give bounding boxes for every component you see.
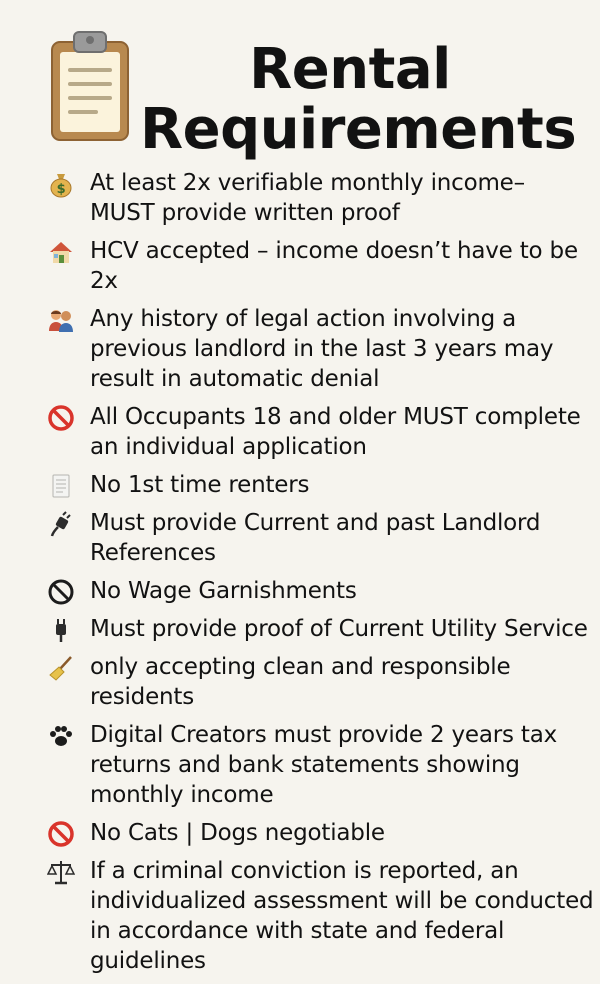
list-item xyxy=(44,304,596,394)
list-item-text: HCV accepted – income doesn’t have to be 2x xyxy=(90,238,578,294)
list-item xyxy=(44,856,596,976)
money-bag-icon xyxy=(44,170,78,198)
list-item-text: Must provide Current and past Landlord References xyxy=(90,510,541,566)
list-item-text: Digital Creators must provide 2 years tax returns and bank statements showing monthly income xyxy=(90,722,558,808)
list-item xyxy=(44,236,596,296)
list-item-text: Must provide proof of Current Utility Service xyxy=(90,616,588,642)
people-icon xyxy=(44,306,78,334)
list-item-text: only accepting clean and responsible residents xyxy=(90,654,511,710)
list-item-text: Any history of legal action involving a previous landlord in the last 3 years may result in automatic denial xyxy=(90,306,554,392)
header xyxy=(0,0,600,165)
list-item xyxy=(44,508,596,568)
list-item-text: No 1st time renters xyxy=(90,472,310,498)
list-item-text: No Cats | Dogs negotiable xyxy=(90,820,385,846)
list-item xyxy=(44,614,596,644)
list-item-text: At least 2x verifiable monthly income– MUST provide written proof xyxy=(90,170,525,226)
broom-icon xyxy=(44,654,78,682)
list-item xyxy=(44,168,596,228)
requirements-list xyxy=(44,168,596,984)
no-entry-icon xyxy=(44,578,78,606)
scales-icon xyxy=(44,858,78,886)
paw-icon xyxy=(44,722,78,750)
list-item-text: If a criminal conviction is reported, an individualized assessment will be conducted in accordance with state and federal guidelines xyxy=(90,858,594,974)
plug-icon xyxy=(44,510,78,538)
list-item xyxy=(44,652,596,712)
title-line-1: Rental xyxy=(249,37,451,102)
svg-text:$: $ xyxy=(56,182,66,197)
list-item-text: No Wage Garnishments xyxy=(90,578,357,604)
list-item xyxy=(44,470,596,500)
document-icon xyxy=(44,472,78,500)
prohibited-icon xyxy=(44,820,78,848)
list-item xyxy=(44,576,596,606)
list-item-text: All Occupants 18 and older MUST complete an individual application xyxy=(90,404,581,460)
plug-icon xyxy=(44,616,78,644)
house-icon xyxy=(44,238,78,266)
title-line-2: Requirements xyxy=(140,97,577,162)
list-item xyxy=(44,818,596,848)
clipboard-icon xyxy=(50,30,130,142)
prohibited-icon xyxy=(44,404,78,432)
page-title xyxy=(140,37,577,162)
list-item xyxy=(44,402,596,462)
list-item xyxy=(44,720,596,810)
